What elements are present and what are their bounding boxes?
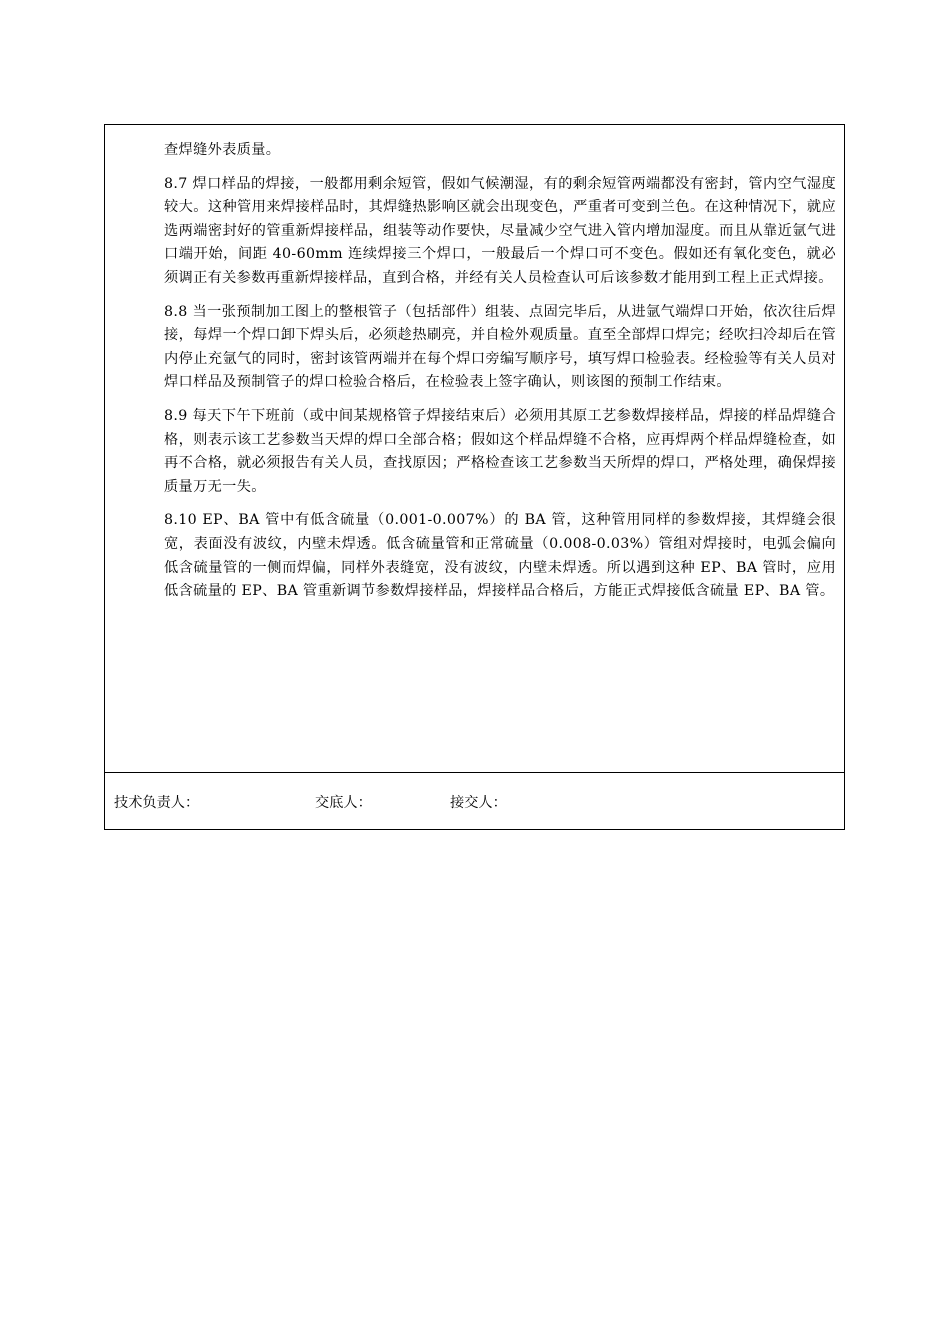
paragraph-8-10: 8.10 EP、BA 管中有低含硫量（0.001-0.007%）的 BA 管，这种管用同样的参数焊接，其焊缝会很宽，表面没有波纹，内壁未焊透。低含硫量管和正常硫量（0.008-0.03%）管组对焊接时，电弧会偏向低含硫量管的一侧而焊偏，同样外表缝宽，没有波纹，内壁未焊透。所以遇到这种 EP、BA 管时，应用低含硫量的 EP、BA 管重新调节参数焊接样品，焊接样品合格后，方能正式焊接低含硫量 EP、BA 管。 <box>164 512 836 600</box>
paragraph-8-7: 8.7 焊口样品的焊接，一般都用剩余短管，假如气候潮湿，有的剩余短管两端都没有密封，管内空气湿度较大。这种管用来焊接样品时，其焊缝热影响区就会出现变色，严重者可变到兰色。在这种情况下，就应选两端密封好的管重新焊接样品，组装等动作要快，尽量减少空气进入管内增加湿度。而且从靠近氩气进口端开始，间距 40-60mm 连续焊接三个焊口，一般最后一个焊口可不变色。假如还有氧化变色，就必须调正有关参数再重新焊接样品，直到合格，并经有关人员检查认可后该参数才能用到工程上正式焊接。 <box>164 175 836 286</box>
disclosure-form <box>104 124 845 830</box>
content-area <box>105 125 844 773</box>
paragraph-8-8: 8.8 当一张预制加工图上的整根管子（包括部件）组装、点固完毕后，从进氩气端焊口开始，依次往后焊接，每焊一个焊口卸下焊头后，必须趁热刷亮，并自检外观质量。直至全部焊口焊完；经吹扫冷却后在管内停止充氩气的同时，密封该管两端并在每个焊口旁编写顺序号，填写焊口检验表。经检验等有关人员对焊口样品及预制管子的焊口检验合格后，在检验表上签字确认，则该图的预制工作结束。 <box>164 303 836 391</box>
paragraph-8-9: 8.9 每天下午下班前（或中间某规格管子焊接结束后）必须用其原工艺参数焊接样品，焊接的样品焊缝合格，则表示该工艺参数当天焊的焊口全部合格；假如这个样品焊缝不合格，应再焊两个样品焊缝检查，如再不合格，就必须报告有关人员，查找原因；严格检查该工艺参数当天所焊的焊口，严格处理，确保焊接质量万无一失。 <box>164 407 836 495</box>
briefer-label: 交底人： <box>315 795 372 811</box>
paragraph-continuation: 查焊缝外表质量。 <box>164 142 281 158</box>
signature-row <box>105 773 844 831</box>
receiver-label: 接交人： <box>450 795 507 811</box>
tech-lead-label: 技术负责人： <box>114 795 200 811</box>
